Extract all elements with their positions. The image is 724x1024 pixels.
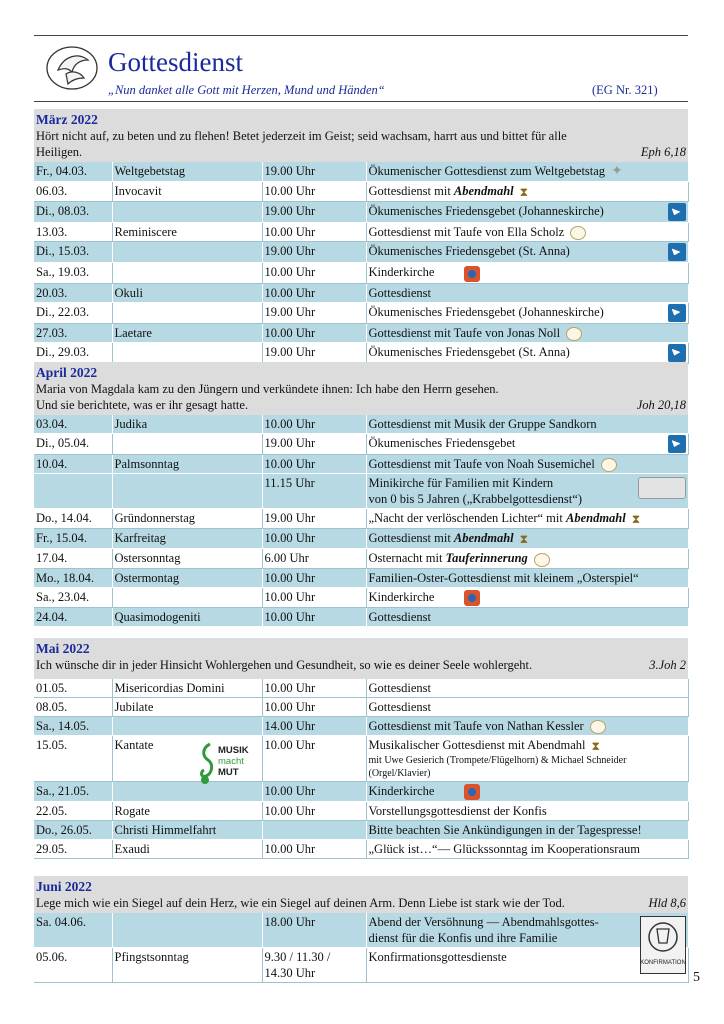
event-date: 06.03. — [34, 182, 112, 202]
schedule-row — [34, 821, 688, 840]
description-text: Ökumenisches Friedensgebet — [368, 436, 516, 450]
schedule-row — [34, 509, 688, 529]
liturgical-day: Ostermontag — [112, 568, 262, 587]
event-time — [262, 698, 366, 717]
event-time — [262, 529, 366, 549]
schedule-row — [34, 698, 688, 717]
event-description — [366, 283, 688, 302]
event-time — [262, 948, 366, 983]
konfirmation-label: KONFIRMATION — [641, 960, 685, 966]
liturgical-day: Ostersonntag — [112, 549, 262, 568]
event-date — [34, 474, 112, 509]
dove-icon — [668, 203, 686, 221]
time-value: 10.00 Uhr — [264, 784, 316, 799]
hourglass-icon: ⧗ — [519, 532, 529, 547]
schedule-row — [34, 283, 688, 302]
event-date: 24.04. — [34, 607, 112, 626]
schedule-row — [34, 736, 688, 782]
event-description — [366, 782, 688, 802]
event-description — [366, 821, 688, 840]
event-time — [262, 840, 366, 859]
time-value: 10.00 Uhr — [264, 738, 316, 753]
schedule-row — [34, 802, 688, 821]
month-section-april — [34, 362, 688, 627]
schedule-row — [34, 242, 688, 263]
liturgical-day — [112, 434, 262, 455]
time-value: 10.00 Uhr — [264, 325, 316, 340]
month-verse-end: Und sie berichtete, was er ihr gesagt hatte. — [36, 398, 249, 412]
liturgical-day: Kantate — [112, 736, 262, 782]
event-description — [366, 568, 688, 587]
event-description — [366, 474, 688, 509]
schedule-row — [34, 323, 688, 342]
event-time — [262, 162, 366, 182]
event-time — [262, 913, 366, 948]
event-time — [262, 679, 366, 698]
month-section-mai — [34, 638, 688, 859]
time-value: 18.00 Uhr — [264, 915, 316, 929]
dove-icon — [668, 344, 686, 362]
schedule-row — [34, 948, 688, 983]
time-value-cont: 14.30 Uhr — [264, 966, 316, 980]
star-icon: ✦ — [611, 164, 623, 180]
event-time — [262, 302, 366, 323]
schedule-row — [34, 434, 688, 455]
baptism-icon — [601, 458, 617, 472]
schedule-row — [34, 415, 688, 434]
music-note-icon — [198, 742, 216, 786]
month-header — [34, 876, 688, 913]
event-time — [262, 283, 366, 302]
liturgical-day: Laetare — [112, 323, 262, 342]
liturgical-day: Jubilate — [112, 698, 262, 717]
time-value: 11.15 Uhr — [264, 476, 315, 491]
description-text: Ökumenisches Friedensgebet (St. Anna) — [368, 244, 570, 259]
description-text: Ökumenisches Friedensgebet (St. Anna) — [368, 344, 570, 359]
event-description — [366, 263, 688, 283]
month-title: März 2022 — [36, 112, 98, 127]
description-text: „Nacht der verlöschenden Lichter“ mit — [368, 511, 566, 526]
event-date: Sa. 04.06. — [34, 913, 112, 948]
kids-church-icon — [464, 266, 480, 282]
month-verse: Hört nicht auf, zu beten und zu flehen! Betet jederzeit im Geist; seid wachsam, harrt aus und bittet für alle — [36, 129, 567, 143]
time-value: 10.00 Uhr — [264, 417, 316, 431]
event-time — [262, 202, 366, 223]
event-date: 13.03. — [34, 223, 112, 242]
month-header — [34, 362, 688, 415]
time-value: 10.00 Uhr — [264, 842, 316, 857]
month-title: Juni 2022 — [36, 879, 92, 894]
event-date: 17.04. — [34, 549, 112, 568]
performer-note: mit Uwe Gesierich (Trompete/Flügelhorn) & Michael Schneider (Orgel/Klavier) — [368, 755, 627, 780]
dove-icon — [668, 435, 686, 453]
event-description — [366, 529, 688, 549]
schedule-row — [34, 607, 688, 626]
event-description — [366, 434, 688, 455]
time-value: 19.00 Uhr — [264, 436, 316, 450]
description-highlight: Abendmahl — [565, 511, 626, 526]
event-description — [366, 223, 688, 242]
description-text: Gottesdienst mit Taufe von Jonas Noll — [368, 325, 561, 340]
event-time — [262, 434, 366, 455]
event-date: 20.03. — [34, 283, 112, 302]
description-text: Kinderkirche — [368, 784, 435, 799]
event-time — [262, 717, 366, 736]
description-text-cont: von 0 bis 5 Jahren („Krabbelgottesdienst“) — [368, 492, 582, 507]
schedule-row — [34, 587, 688, 607]
time-value: 10.00 Uhr — [264, 804, 316, 819]
description-highlight: Abendmahl — [453, 531, 514, 546]
time-value: 10.00 Uhr — [264, 184, 316, 199]
hymn-quote: „Nun danket alle Gott mit Herzen, Mund und Händen“ — [108, 83, 385, 97]
schedule-row — [34, 223, 688, 242]
event-time — [262, 568, 366, 587]
event-description — [366, 323, 688, 342]
schedule-row — [34, 342, 688, 363]
description-text: Ökumenischer Gottesdienst zum Weltgebetstag — [368, 164, 606, 178]
event-time — [262, 802, 366, 821]
schedule-row — [34, 302, 688, 323]
month-title: April 2022 — [36, 365, 98, 380]
time-value: 19.00 Uhr — [264, 344, 316, 359]
schedule-row — [34, 568, 688, 587]
event-date: 08.05. — [34, 698, 112, 717]
event-description — [366, 607, 688, 626]
event-date: Di., 08.03. — [34, 202, 112, 223]
liturgical-day: Weltgebetstag — [112, 162, 262, 182]
event-date: Sa., 21.05. — [34, 782, 112, 802]
liturgical-day: Reminiscere — [112, 223, 262, 242]
time-value: 6.00 Uhr — [264, 551, 309, 566]
time-value: 10.00 Uhr — [264, 609, 316, 624]
time-value: 10.00 Uhr — [264, 265, 316, 280]
description-text: Familien-Oster-Gottesdienst mit kleinem „Osterspiel“ — [368, 570, 639, 585]
baptism-icon — [566, 327, 582, 341]
musik-macht-mut-logo — [198, 742, 258, 786]
hymn-number: (EG Nr. 321) — [592, 83, 658, 97]
month-section-juni — [34, 876, 688, 983]
schedule-table — [34, 415, 689, 627]
description-text: Vorstellungsgottesdienst der Konfis — [368, 804, 547, 819]
mut-word: MUT — [218, 767, 239, 778]
dove-icon — [668, 243, 686, 261]
liturgical-day: Invocavit — [112, 182, 262, 202]
event-description — [366, 162, 688, 182]
event-description — [366, 242, 688, 263]
event-date: Do., 26.05. — [34, 821, 112, 840]
schedule-row — [34, 162, 688, 182]
description-text: Osternacht mit — [368, 551, 446, 566]
time-value: 10.00 Uhr — [264, 570, 316, 585]
event-time — [262, 549, 366, 568]
event-time — [262, 223, 366, 242]
event-date: 27.03. — [34, 323, 112, 342]
liturgical-day: Okuli — [112, 283, 262, 302]
event-time — [262, 263, 366, 283]
liturgical-day — [112, 202, 262, 223]
schedule-table — [34, 679, 689, 859]
time-value: 10.00 Uhr — [264, 700, 316, 714]
baptism-icon — [570, 226, 586, 240]
liturgical-day — [112, 302, 262, 323]
description-text: Gottesdienst mit Taufe von Ella Scholz — [368, 225, 565, 240]
schedule-row — [34, 717, 688, 736]
time-value: 10.00 Uhr — [264, 285, 316, 300]
liturgical-day — [112, 342, 262, 363]
kids-church-icon — [464, 590, 480, 606]
liturgical-day: Palmsonntag — [112, 455, 262, 474]
time-value: 10.00 Uhr — [264, 225, 316, 240]
event-description — [366, 182, 688, 202]
family-icon — [638, 477, 686, 499]
time-value: 10.00 Uhr — [264, 531, 316, 546]
month-verse: Lege mich wie ein Siegel auf dein Herz, wie ein Siegel auf deinen Arm. Denn Liebe ist stark wie der Tod. — [36, 896, 565, 910]
event-date: Fr., 04.03. — [34, 162, 112, 182]
schedule-row — [34, 455, 688, 474]
description-text: Abend der Versöhnung — Abendmahlsgottes- — [368, 915, 599, 929]
event-date: Sa., 23.04. — [34, 587, 112, 607]
event-time — [262, 821, 366, 840]
event-description — [366, 415, 688, 434]
event-time — [262, 242, 366, 263]
liturgical-day — [112, 587, 262, 607]
hourglass-icon: ⧗ — [591, 739, 600, 754]
verse-reference: Hld 8,6 — [648, 896, 686, 910]
description-text: Ökumenisches Friedensgebet (Johanneskirche) — [368, 204, 604, 219]
event-date: 05.06. — [34, 948, 112, 983]
description-text: Gottesdienst mit Taufe von Noah Susemichel — [368, 457, 595, 471]
event-date: 01.05. — [34, 679, 112, 698]
event-description — [366, 736, 688, 782]
description-text: Minikirche für Familien mit Kindern — [368, 476, 554, 491]
event-time — [262, 736, 366, 782]
liturgical-day: Quasimodogeniti — [112, 607, 262, 626]
schedule-row — [34, 913, 688, 948]
event-date: Di., 15.03. — [34, 242, 112, 263]
hourglass-icon: ⧗ — [631, 512, 641, 527]
event-date: 29.05. — [34, 840, 112, 859]
time-value: 9.30 / 11.30 / — [264, 950, 331, 964]
event-description — [366, 802, 688, 821]
time-value: 19.00 Uhr — [264, 204, 316, 219]
event-date: Fr., 15.04. — [34, 529, 112, 549]
schedule-row — [34, 529, 688, 549]
event-description — [366, 679, 688, 698]
event-description — [366, 840, 688, 859]
description-text: Musikalischer Gottesdienst mit Abendmahl — [368, 738, 586, 753]
description-text: Gottesdienst mit Taufe von Nathan Kessler — [368, 719, 584, 733]
event-description — [366, 587, 688, 607]
schedule-row — [34, 782, 688, 802]
liturgical-day — [112, 242, 262, 263]
verse-reference: 3.Joh 2 — [649, 658, 686, 672]
time-value: 10.00 Uhr — [264, 589, 316, 604]
event-time — [262, 182, 366, 202]
schedule-row — [34, 679, 688, 698]
dove-logo-icon — [44, 42, 100, 92]
schedule-row — [34, 263, 688, 283]
description-highlight: Abendmahl — [453, 184, 514, 199]
schedule-row — [34, 202, 688, 223]
baptism-icon — [590, 720, 606, 734]
event-description — [366, 202, 688, 223]
liturgical-day — [112, 474, 262, 509]
month-section-maerz — [34, 109, 688, 364]
confirmation-emblem-icon — [640, 916, 686, 974]
top-rule — [34, 35, 688, 36]
liturgical-day — [112, 717, 262, 736]
schedule-table — [34, 162, 689, 364]
event-date: Do., 14.04. — [34, 509, 112, 529]
schedule-row — [34, 549, 688, 568]
page-number: 5 — [693, 970, 700, 985]
time-value: 19.00 Uhr — [264, 164, 316, 178]
time-value: 19.00 Uhr — [264, 244, 316, 259]
schedule-table — [34, 913, 689, 983]
description-text: Gottesdienst — [368, 700, 431, 714]
description-text: Ökumenisches Friedensgebet (Johanneskirche) — [368, 304, 604, 319]
description-text: Gottesdienst mit Musik der Gruppe Sandkorn — [368, 417, 597, 431]
schedule-row — [34, 474, 688, 509]
liturgical-day: Pfingstsonntag — [112, 948, 262, 983]
verse-reference: Joh 20,18 — [636, 398, 686, 412]
event-time — [262, 415, 366, 434]
event-description — [366, 717, 688, 736]
event-date: Sa., 19.03. — [34, 263, 112, 283]
verse-reference: Eph 6,18 — [640, 145, 686, 159]
month-header — [34, 109, 688, 162]
description-highlight: Tauferinnerung — [445, 551, 528, 566]
description-text-cont: dienst für die Konfis und ihre Familie — [368, 931, 558, 945]
description-text: Gottesdienst — [368, 285, 431, 300]
liturgical-day: Gründonnerstag — [112, 509, 262, 529]
liturgical-day: Rogate — [112, 802, 262, 821]
liturgical-day: Christi Himmelfahrt — [112, 821, 262, 840]
event-description — [366, 509, 688, 529]
liturgical-day: Karfreitag — [112, 529, 262, 549]
liturgical-day: Judika — [112, 415, 262, 434]
month-verse-end: Heiligen. — [36, 145, 83, 159]
event-date: 10.04. — [34, 455, 112, 474]
description-text: Konfirmationsgottesdienste — [368, 950, 507, 964]
header-rule — [34, 101, 688, 102]
musik-word: MUSIK — [218, 745, 249, 756]
description-text: „Glück ist…“— Glückssonntag im Kooperationsraum — [368, 842, 640, 857]
event-time — [262, 607, 366, 626]
month-verse: Maria von Magdala kam zu den Jüngern und verkündete ihnen: Ich habe den Herrn gesehen. — [36, 382, 499, 396]
baptism-icon — [534, 553, 550, 567]
event-time — [262, 782, 366, 802]
description-text: Bitte beachten Sie Ankündigungen in der Tagespresse! — [368, 823, 642, 838]
description-text: Gottesdienst — [368, 681, 431, 695]
page-title: Gottesdienst — [108, 47, 243, 77]
event-description — [366, 698, 688, 717]
liturgical-day: Misericordias Domini — [112, 679, 262, 698]
event-date: Di., 29.03. — [34, 342, 112, 363]
schedule-row — [34, 840, 688, 859]
event-description — [366, 455, 688, 474]
description-text: Gottesdienst mit — [368, 184, 454, 199]
month-header — [34, 638, 688, 679]
time-value: 10.00 Uhr — [264, 681, 316, 695]
schedule-row — [34, 182, 688, 202]
description-text: Kinderkirche — [368, 589, 435, 604]
event-time — [262, 587, 366, 607]
time-value: 10.00 Uhr — [264, 457, 316, 471]
dove-icon — [668, 304, 686, 322]
liturgical-day: Exaudi — [112, 840, 262, 859]
event-date: Di., 22.03. — [34, 302, 112, 323]
event-date: 15.05. — [34, 736, 112, 782]
liturgical-day — [112, 913, 262, 948]
event-time — [262, 323, 366, 342]
kids-church-icon — [464, 784, 480, 800]
time-value: 19.00 Uhr — [264, 511, 316, 526]
time-value: 14.00 Uhr — [264, 719, 316, 733]
event-date: 22.05. — [34, 802, 112, 821]
event-time — [262, 509, 366, 529]
description-text: Gottesdienst — [368, 609, 431, 624]
event-time — [262, 455, 366, 474]
event-time — [262, 342, 366, 363]
event-date: Di., 05.04. — [34, 434, 112, 455]
event-description — [366, 342, 688, 363]
event-time — [262, 474, 366, 509]
hourglass-icon: ⧗ — [519, 185, 529, 200]
macht-word: macht — [218, 756, 244, 767]
description-text: Gottesdienst mit — [368, 531, 454, 546]
month-title: Mai 2022 — [36, 641, 90, 656]
event-date: 03.04. — [34, 415, 112, 434]
month-verse: Ich wünsche dir in jeder Hinsicht Wohlergehen und Gesundheit, so wie es deiner Seele wohlergeht. — [36, 658, 533, 672]
time-value: 19.00 Uhr — [264, 304, 316, 319]
event-description — [366, 302, 688, 323]
event-date: Sa., 14.05. — [34, 717, 112, 736]
liturgical-day — [112, 263, 262, 283]
event-description — [366, 549, 688, 568]
description-text: Kinderkirche — [368, 265, 435, 280]
event-date: Mo., 18.04. — [34, 568, 112, 587]
